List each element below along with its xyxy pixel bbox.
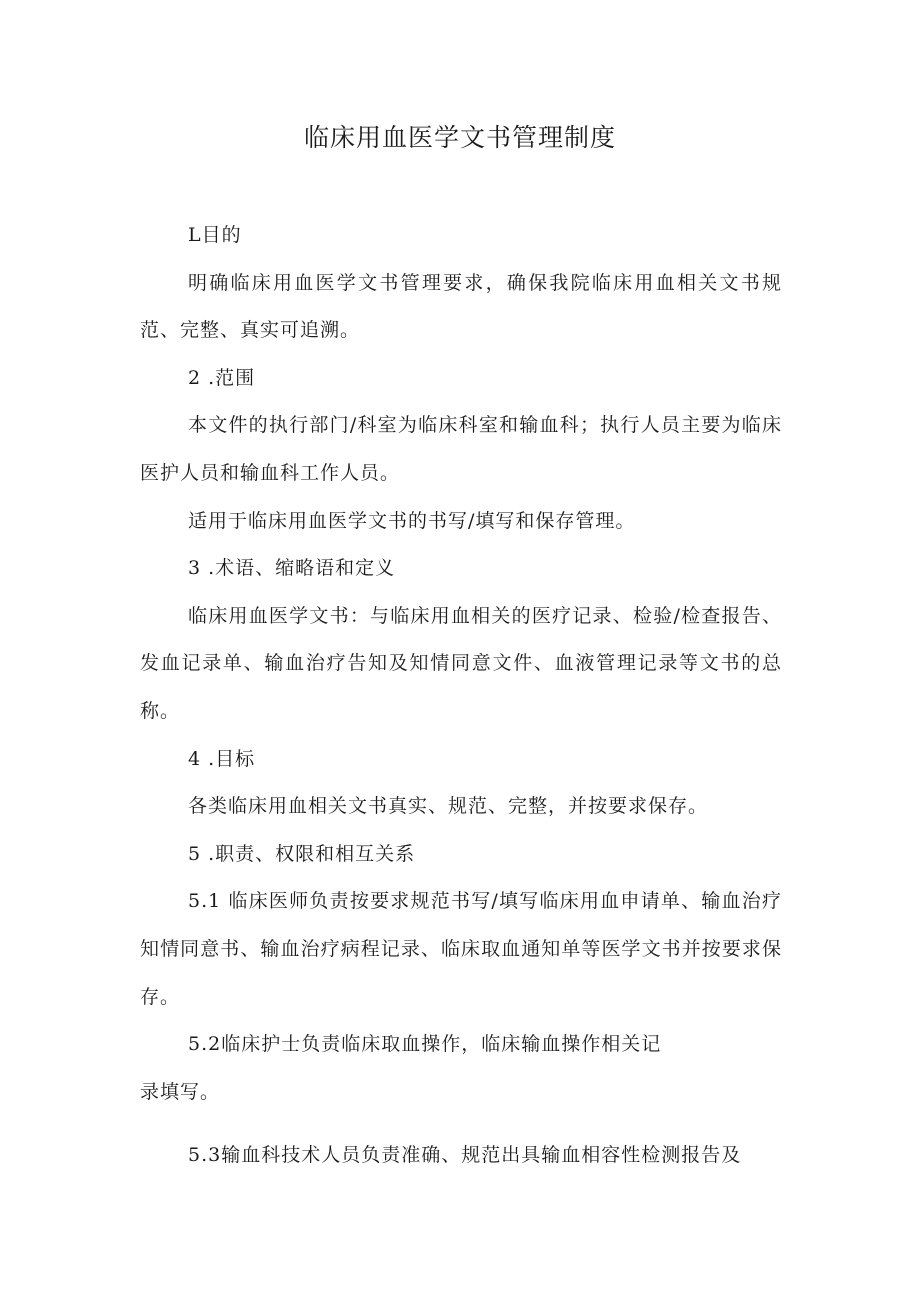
document-body [140,212,782,1180]
heading-terms: 3 .术语、缩略语和定义 [188,557,396,580]
heading-responsibilities: 5 .职责、权限和相互关系 [188,842,416,865]
paragraph-5-3: 5.3输血科技术人员负责准确、规范出具输血相容性检测报告及 [188,1144,742,1167]
heading-purpose: L目的 [188,224,242,246]
paragraph-5-1: 5.1 临床医师负责按要求规范书写/填写临床用血申请单、输血治疗知情同意书、输血治疗病程记录、临床取血通知单等医学文书并按要求保存。 [140,890,782,1008]
paragraph-terms-definition: 临床用血医学文书：与临床用血相关的医疗记录、检验/检查报告、发血记录单、输血治疗告知及知情同意文件、血液管理记录等文书的总称。 [140,604,782,722]
paragraph-purpose: 明确临床用血医学文书管理要求，确保我院临床用血相关文书规范、完整、真实可追溯。 [140,271,782,342]
paragraph-5-2-continued: 录填写。 [140,1080,221,1103]
paragraph-5-2: 5.2临床护士负责临床取血操作，临床输血操作相关记 [188,1033,662,1056]
paragraph-scope-departments: 本文件的执行部门/科室为临床科室和输血科；执行人员主要为临床医护人员和输血科工作人员。 [140,414,782,484]
document-title: 临床用血医学文书管理制度 [303,123,616,152]
heading-scope: 2 .范围 [188,366,256,389]
paragraph-scope-applicability: 适用于临床用血医学文书的书写/填写和保存管理。 [188,509,636,532]
paragraph-goals: 各类临床用血相关文书真实、规范、完整，并按要求保存。 [188,795,709,818]
heading-goals: 4 .目标 [188,747,256,770]
